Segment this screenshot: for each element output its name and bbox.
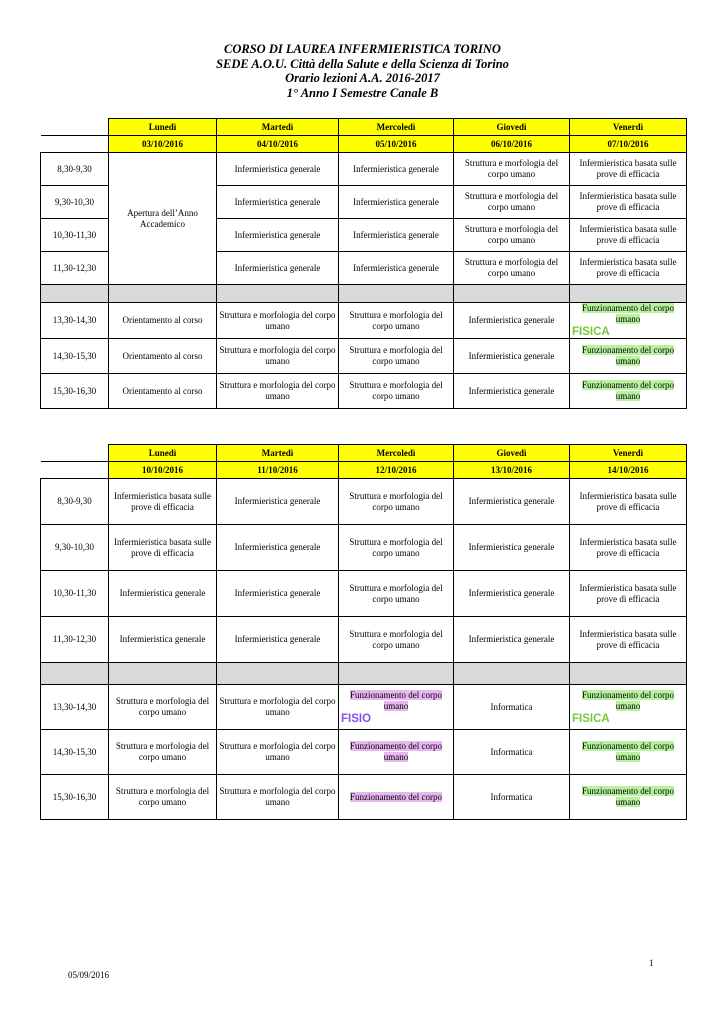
fisio-lesson: Funzionamento del corpo umano: [350, 741, 442, 762]
lesson-cell: Infermieristica basata sulle prove di efficacia: [570, 252, 687, 285]
fisio-tag: FISIO: [341, 712, 372, 725]
time-slot: 13,30-14,30: [41, 685, 109, 730]
lesson-cell: [570, 775, 687, 820]
header-course: CORSO DI LAUREA INFERMIERISTICA TORINO: [224, 42, 501, 56]
lesson-cell: Infermieristica generale: [454, 479, 570, 525]
lesson-cell: Struttura e morfologia del corpo umano: [217, 775, 339, 820]
lesson-cell: Infermieristica generale: [217, 153, 339, 186]
lesson-cell: Informatica: [454, 730, 570, 775]
lesson-cell: Infermieristica basata sulle prove di efficacia: [570, 186, 687, 219]
day-header: Lunedì: [109, 119, 217, 136]
lesson-cell: Infermieristica generale: [217, 525, 339, 571]
date-header: 07/10/2016: [570, 136, 687, 153]
date-header: 13/10/2016: [454, 462, 570, 479]
fisica-lesson: Funzionamento del corpo umano: [582, 303, 674, 324]
date-header: 10/10/2016: [109, 462, 217, 479]
lesson-cell: Informatica: [454, 685, 570, 730]
date-header: 06/10/2016: [454, 136, 570, 153]
fisica-lesson: Funzionamento del corpo umano: [582, 689, 674, 711]
day-header: Martedì: [217, 445, 339, 462]
time-slot: 15,30-16,30: [41, 374, 109, 409]
lesson-cell: Infermieristica basata sulle prove di efficacia: [570, 153, 687, 186]
lesson-cell: Infermieristica generale: [217, 186, 339, 219]
fisio-lesson: Funzionamento del corpo umano: [350, 689, 442, 711]
lesson-cell: Infermieristica generale: [217, 219, 339, 252]
time-slot: 15,30-16,30: [41, 775, 109, 820]
lesson-cell: Infermieristica basata sulle prove di efficacia: [570, 219, 687, 252]
fisica-lesson: Funzionamento del corpo umano: [582, 741, 674, 762]
lesson-cell: Infermieristica basata sulle prove di efficacia: [109, 525, 217, 571]
lesson-cell: Struttura e morfologia del corpo umano: [339, 374, 454, 409]
lesson-cell: Infermieristica generale: [454, 303, 570, 339]
lesson-cell: Struttura e morfologia del corpo umano: [454, 153, 570, 186]
lesson-cell: Infermieristica generale: [454, 525, 570, 571]
lesson-cell: Infermieristica generale: [109, 617, 217, 663]
date-header: 14/10/2016: [570, 462, 687, 479]
fisica-lesson: Funzionamento del corpo umano: [582, 345, 674, 366]
date-header: 05/10/2016: [339, 136, 454, 153]
lesson-cell: Infermieristica generale: [339, 219, 454, 252]
opening-ceremony-cell: Apertura dell’Anno Accademico: [109, 153, 217, 285]
lesson-cell: Struttura e morfologia del corpo umano: [339, 617, 454, 663]
lesson-cell: Infermieristica generale: [454, 571, 570, 617]
document-header: [0, 42, 725, 100]
footer-date: 05/09/2016: [68, 970, 110, 980]
lesson-cell: Infermieristica basata sulle prove di efficacia: [570, 525, 687, 571]
fisio-lesson: Funzionamento del corpo: [350, 791, 442, 802]
lesson-cell: Infermieristica generale: [217, 252, 339, 285]
day-header: Venerdì: [570, 445, 687, 462]
lunch-break-row: [41, 285, 687, 303]
lesson-cell: [570, 303, 687, 339]
lunch-break-row: [41, 663, 687, 685]
date-header: 04/10/2016: [217, 136, 339, 153]
lesson-cell: Struttura e morfologia del corpo umano: [339, 303, 454, 339]
date-header: 12/10/2016: [339, 462, 454, 479]
lesson-cell: Infermieristica generale: [217, 617, 339, 663]
lesson-cell: Infermieristica basata sulle prove di efficacia: [570, 617, 687, 663]
lesson-cell: Orientamento al corso: [109, 374, 217, 409]
header-year-channel: 1° Anno I Semestre Canale B: [286, 85, 439, 100]
lesson-cell: Infermieristica generale: [109, 571, 217, 617]
time-slot: 11,30-12,30: [41, 617, 109, 663]
fisica-tag: FISICA: [572, 326, 610, 338]
lesson-cell: Struttura e morfologia del corpo umano: [217, 303, 339, 339]
time-slot: 10,30-11,30: [41, 571, 109, 617]
date-header: 03/10/2016: [109, 136, 217, 153]
time-slot: 14,30-15,30: [41, 730, 109, 775]
lesson-cell: Infermieristica generale: [339, 186, 454, 219]
lesson-cell: Infermieristica generale: [339, 252, 454, 285]
time-slot: 8,30-9,30: [41, 153, 109, 186]
lesson-cell: Struttura e morfologia del corpo umano: [339, 571, 454, 617]
time-slot: 9,30-10,30: [41, 525, 109, 571]
day-header: Giovedì: [454, 119, 570, 136]
lesson-cell: Struttura e morfologia del corpo umano: [109, 685, 217, 730]
header-site: SEDE A.O.U. Città della Salute e della Scienza di Torino: [216, 56, 509, 71]
time-slot: 9,30-10,30: [41, 186, 109, 219]
lesson-cell: [570, 730, 687, 775]
lesson-cell: Orientamento al corso: [109, 303, 217, 339]
time-slot: 13,30-14,30: [41, 303, 109, 339]
lesson-cell: Struttura e morfologia del corpo umano: [339, 525, 454, 571]
page-number: 1: [649, 958, 654, 968]
time-slot: 8,30-9,30: [41, 479, 109, 525]
day-header: Mercoledì: [339, 445, 454, 462]
lesson-cell: Struttura e morfologia del corpo umano: [339, 339, 454, 374]
lesson-cell: Infermieristica generale: [339, 153, 454, 186]
time-slot: 14,30-15,30: [41, 339, 109, 374]
lesson-cell: Struttura e morfologia del corpo umano: [454, 186, 570, 219]
lesson-cell: Infermieristica generale: [217, 571, 339, 617]
day-header: Venerdì: [570, 119, 687, 136]
fisica-tag: FISICA: [572, 712, 610, 725]
lesson-cell: Struttura e morfologia del corpo umano: [109, 775, 217, 820]
lesson-cell: Struttura e morfologia del corpo umano: [109, 730, 217, 775]
fisica-lesson: Funzionamento del corpo umano: [582, 786, 674, 807]
fisica-lesson: Funzionamento del corpo umano: [582, 380, 674, 401]
lesson-cell: [570, 685, 687, 730]
header-schedule: Orario lezioni A.A. 2016-2017: [285, 71, 440, 85]
day-header: Giovedì: [454, 445, 570, 462]
lesson-cell: Struttura e morfologia del corpo umano: [217, 339, 339, 374]
lesson-cell: Struttura e morfologia del corpo umano: [217, 730, 339, 775]
time-slot: 10,30-11,30: [41, 219, 109, 252]
lesson-cell: Struttura e morfologia del corpo umano: [339, 479, 454, 525]
lesson-cell: Infermieristica generale: [454, 339, 570, 374]
lesson-cell: Struttura e morfologia del corpo umano: [217, 374, 339, 409]
schedule-table-week1: [40, 118, 687, 409]
lesson-cell: Infermieristica basata sulle prove di efficacia: [109, 479, 217, 525]
lesson-cell: Infermieristica generale: [454, 617, 570, 663]
lesson-cell: Orientamento al corso: [109, 339, 217, 374]
lesson-cell: Infermieristica basata sulle prove di efficacia: [570, 571, 687, 617]
date-header: 11/10/2016: [217, 462, 339, 479]
lesson-cell: Infermieristica generale: [217, 479, 339, 525]
lesson-cell: Struttura e morfologia del corpo umano: [454, 252, 570, 285]
day-header: Lunedì: [109, 445, 217, 462]
time-slot: 11,30-12,30: [41, 252, 109, 285]
lesson-cell: Struttura e morfologia del corpo umano: [454, 219, 570, 252]
lesson-cell: Struttura e morfologia del corpo umano: [217, 685, 339, 730]
lesson-cell: [339, 775, 454, 820]
day-header: Mercoledì: [339, 119, 454, 136]
lesson-cell: [570, 374, 687, 409]
lesson-cell: [339, 685, 454, 730]
lesson-cell: Infermieristica basata sulle prove di efficacia: [570, 479, 687, 525]
lesson-cell: [339, 730, 454, 775]
lesson-cell: Informatica: [454, 775, 570, 820]
schedule-table-week2: [40, 444, 687, 820]
day-header: Martedì: [217, 119, 339, 136]
lesson-cell: Infermieristica generale: [454, 374, 570, 409]
lesson-cell: [570, 339, 687, 374]
